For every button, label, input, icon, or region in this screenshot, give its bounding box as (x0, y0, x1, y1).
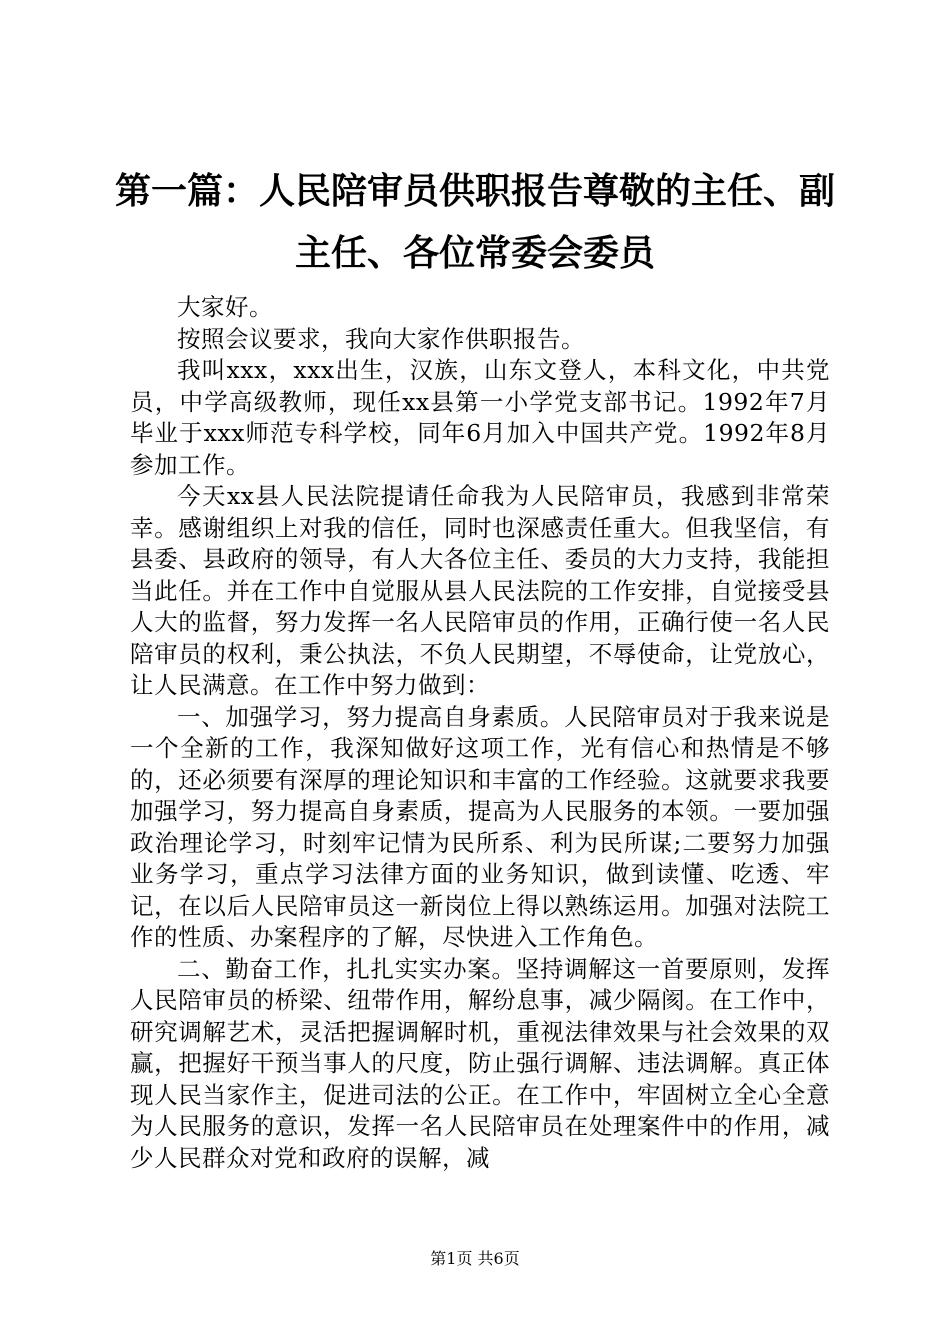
document-body (130, 292, 830, 1174)
paragraph: 一、加强学习，努力提高自身素质。人民陪审员对于我来说是一个全新的工作，我深知做好这项工作，光有信心和热情是不够的，还必须要有深厚的理论知识和丰富的工作经验。这就要求我要加强学习，努力提高自身素质，提高为人民服务的本领。一要加强政治理论学习，时刻牢记情为民所系、利为民所谋;二要努力加强业务学习，重点学习法律方面的业务知识，做到读懂、吃透、牢记，在以后人民陪审员这一新岗位上得以熟练运用。加强对法院工作的性质、办案程序的了解，尽快进入工作角色。 (130, 702, 830, 951)
paragraph: 我叫xxx，xxx出生，汉族，山东文登人，本科文化，中共党员，中学高级教师，现任xx县第一小学党支部书记。1992年7月毕业于xxx师范专科学校，同年6月加入中国共产党。1992年8月参加工作。 (130, 356, 830, 479)
paragraph: 大家好。 (177, 293, 273, 321)
document-title: 第一篇：人民陪审员供职报告尊敬的主任、副主任、各位常委会委员 (114, 170, 835, 274)
paragraph: 按照会议要求，我向大家作供职报告。 (177, 324, 585, 353)
paragraph: 二、勤奋工作，扎扎实实办案。坚持调解这一首要原则，发挥人民陪审员的桥梁、纽带作用，解纷息事，减少隔阂。在工作中，研究调解艺术，灵活把握调解时机，重视法律效果与社会效果的双赢，把握好干预当事人的尺度，防止强行调解、违法调解。真正体现人民当家作主，促进司法的公正。在工作中，牢固树立全心全意为人民服务的意识，发挥一名人民陪审员在处理案件中的作用，减少人民群众对党和政府的误解，减 (130, 954, 830, 1172)
page-number: 第1页 共6页 (430, 1249, 520, 1268)
paragraph: 今天xx县人民法院提请任命我为人民陪审员，我感到非常荣幸。感谢组织上对我的信任，同时也深感责任重大。但我坚信，有县委、县政府的领导，有人大各位主任、委员的大力支持，我能担当此任。并在工作中自觉服从县人民法院的工作安排，自觉接受县人大的监督，努力发挥一名人民陪审员的作用，正确行使一名人民陪审员的权利，秉公执法，不负人民期望，不辱使命，让党放心，让人民满意。在工作中努力做到： (130, 482, 830, 699)
